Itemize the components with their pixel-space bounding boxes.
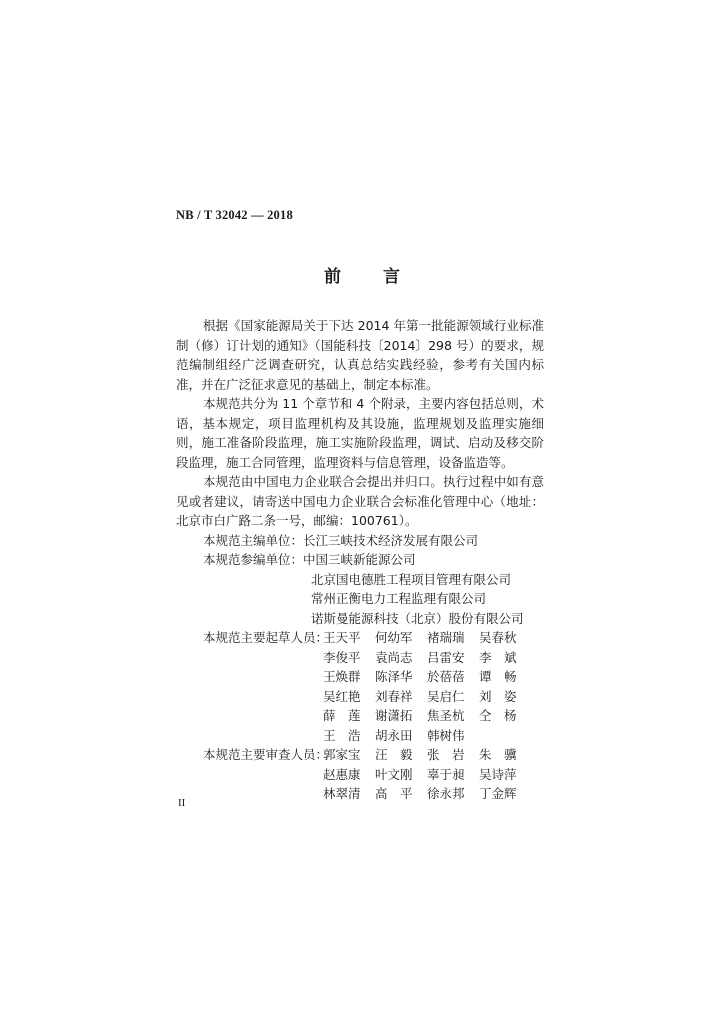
person-name: 王天平 xyxy=(323,630,361,645)
person-name: 谭 畅 xyxy=(479,669,517,684)
person-name: 韩树伟 xyxy=(427,727,465,743)
person-name: 吴诗萍 xyxy=(479,766,517,782)
chief-unit-label: 本规范主编单位： xyxy=(203,532,304,548)
person-name: 薛 莲 xyxy=(323,708,361,723)
person-name: 吴春秋 xyxy=(479,630,517,645)
participating-unit-value: 北京国电德胜工程项目管理有限公司 xyxy=(311,571,512,587)
person-name: 胡永田 xyxy=(375,727,413,743)
drafters-row xyxy=(176,628,544,648)
person-name: 吴红艳 xyxy=(323,688,361,704)
person-name: 刘春祥 xyxy=(375,688,413,704)
participating-unit-line xyxy=(176,550,544,570)
person-name: 褚瑞瑞 xyxy=(427,630,465,645)
page-number: II xyxy=(178,797,186,809)
person-name: 汪 毅 xyxy=(375,747,413,762)
person-name: 林翠清 xyxy=(323,786,361,801)
person-name: 焦圣杭 xyxy=(427,708,465,723)
person-name: 袁尚志 xyxy=(375,649,413,665)
reviewers-row xyxy=(176,765,544,785)
drafters-row xyxy=(176,648,544,668)
reviewers-label: 本规范主要审查人员： xyxy=(203,747,329,762)
page-title: 前言 xyxy=(324,267,442,287)
participating-unit-value: 常州正衡电力工程监理有限公司 xyxy=(311,591,487,606)
person-name: 王焕群 xyxy=(323,669,361,684)
person-name: 赵惠康 xyxy=(323,766,361,782)
person-name: 叶文刚 xyxy=(375,766,413,782)
chief-unit-line xyxy=(176,531,544,551)
person-name: 吴启仁 xyxy=(427,688,465,704)
person-name: 於蓓蓓 xyxy=(427,669,465,684)
person-name: 李 斌 xyxy=(479,649,517,665)
chief-unit-value: 长江三峡技术经济发展有限公司 xyxy=(303,532,479,548)
person-name: 何幼军 xyxy=(375,630,413,645)
reviewers-row xyxy=(176,784,544,804)
person-name: 陈泽华 xyxy=(375,669,413,684)
drafters-row xyxy=(176,667,544,687)
person-name: 仝 杨 xyxy=(479,708,517,723)
person-name: 郭家宝 xyxy=(323,747,361,762)
paragraph-3: 本规范由中国电力企业联合会提出并归口。执行过程中如有意见或者建议，请寄送中国电力企业联合会标准化管理中心（地址：北京市白广路二条一号，邮编：100761）。 xyxy=(176,474,544,528)
person-name: 张 岩 xyxy=(427,747,465,762)
person-name: 丁金辉 xyxy=(479,786,517,801)
person-name: 朱 骥 xyxy=(479,747,517,762)
drafters-row xyxy=(176,687,544,707)
person-name: 徐永邦 xyxy=(427,786,465,801)
drafters-label: 本规范主要起草人员： xyxy=(203,630,329,645)
preface-body xyxy=(176,316,544,804)
person-name: 辜于昶 xyxy=(427,766,465,782)
person-name: 高 平 xyxy=(375,786,413,801)
reviewers-row xyxy=(176,745,544,765)
paragraph-1: 根据《国家能源局关于下达 2014 年第一批能源领域行业标准制（修）订计划的通知》（国能科技〔2014〕298 号）的要求，规范编制组经广泛调查研究，认真总结实践经验，参考有关国内标准，并在广泛征求意见的基础上，制定本标准。 xyxy=(176,318,544,392)
drafters-row xyxy=(176,706,544,726)
person-name: 谢潇拓 xyxy=(375,708,413,723)
participating-unit-label: 本规范参编单位： xyxy=(203,552,304,567)
person-name: 吕雷安 xyxy=(427,649,465,665)
paragraph-2: 本规范共分为 11 个章节和 4 个附录，主要内容包括总则，术语，基本规定，项目监理机构及其设施，监理规划及监理实施细则，施工准备阶段监理，施工实施阶段监理，调试、启动及移交阶段监理，施工合同管理，监理资料与信息管理，设备监造等。 xyxy=(176,396,544,470)
drafters-row xyxy=(176,726,544,746)
participating-unit-value: 诺斯曼能源科技（北京）股份有限公司 xyxy=(311,610,524,626)
person-name: 王 浩 xyxy=(323,727,361,743)
person-name: 刘 姿 xyxy=(479,688,517,704)
standard-code: NB / T 32042 — 2018 xyxy=(176,208,293,222)
participating-unit-value: 中国三峡新能源公司 xyxy=(303,552,416,567)
person-name: 李俊平 xyxy=(323,649,361,665)
